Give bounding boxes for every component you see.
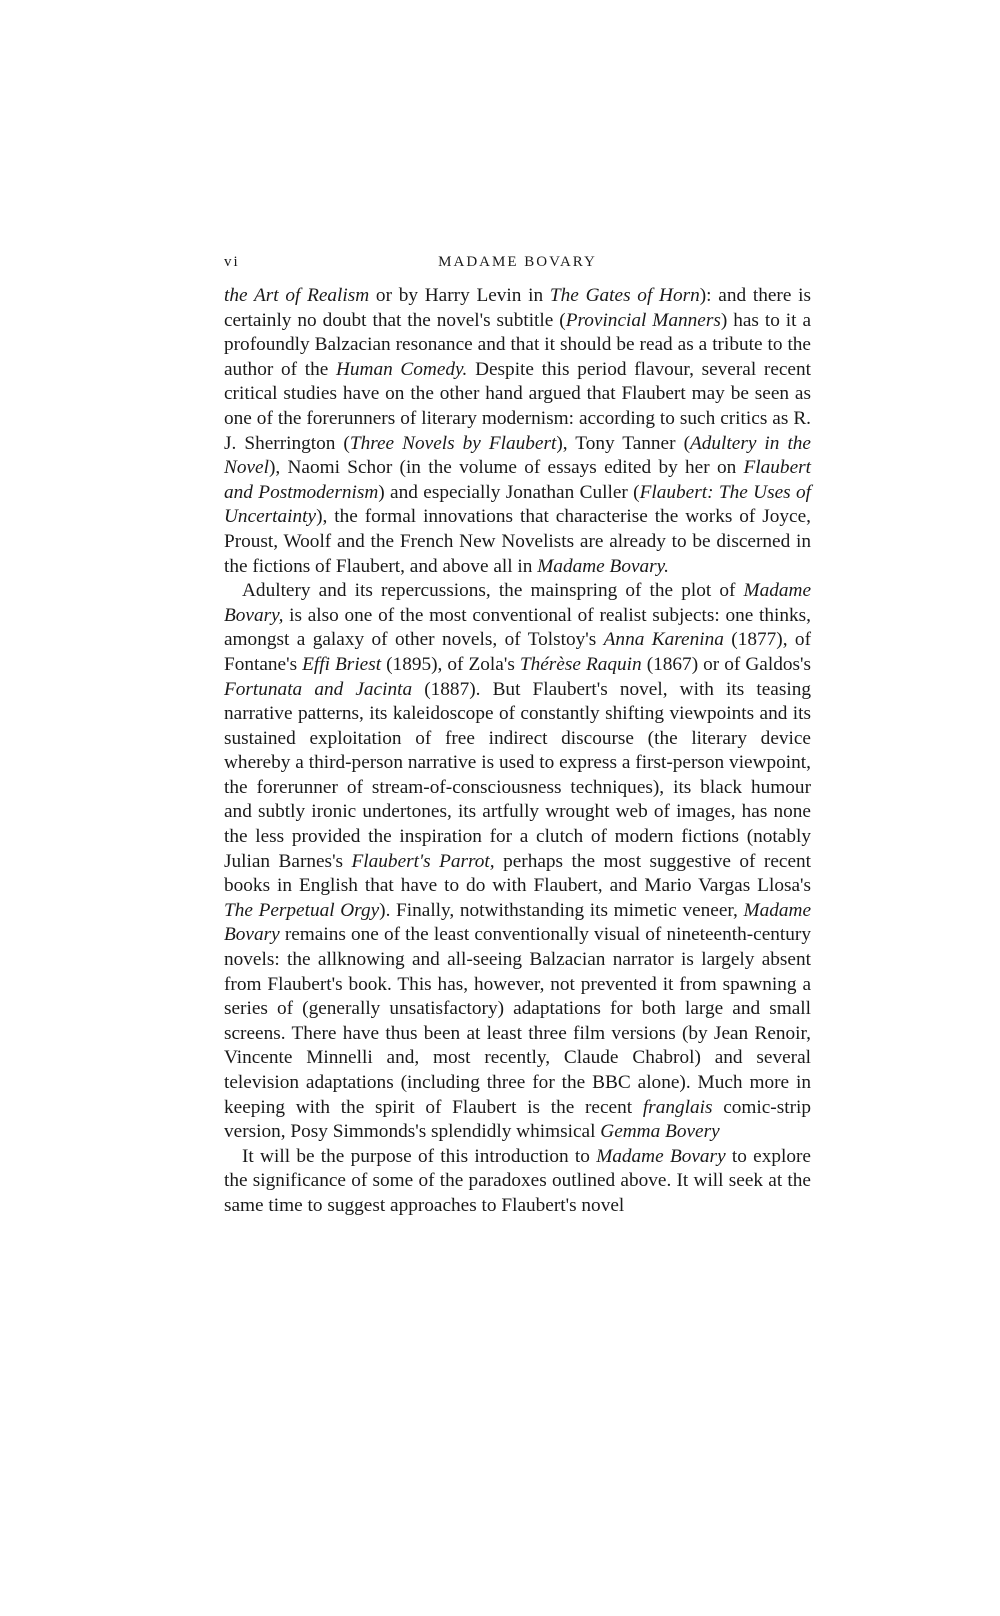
italic-text-run: Human Comedy. xyxy=(335,358,468,380)
italic-text-run: the Art of Realism xyxy=(224,285,370,306)
italic-text-run: Adultery in the Novel xyxy=(224,432,811,479)
text-run: to explore the significance of some of the paradoxes outlined above. It will seek at the same time to suggest approaches to Flaubert's novel xyxy=(224,1145,811,1216)
text-run: ), the formal innovations that characterise the works of Joyce, Proust, Woolf and the French New Novelists are already to be discerned in the fictions of Flaubert, and above all in xyxy=(224,506,811,577)
italic-text-run: Effi Briest xyxy=(302,653,382,675)
text-run: remains one of the least conventionally visual of nineteenth-century novels: the allknowing and all-seeing Balzacian narrator is largely absent from Flaubert's book. This has, however, not prevented it from spawning a series of (generally unsatisfactory) adaptations for both large and small screens. There have thus been at least three film versions (by Jean Renoir, Vincente Minnelli and, most recently, Claude Chabrol) and several television adaptations (including three for the BBC alone). Much more in keeping with the spirit of Flaubert is the recent xyxy=(224,924,811,1118)
italic-text-run: Anna Karenina xyxy=(603,629,724,651)
italic-text-run: Flaubert and Postmodernism xyxy=(224,457,811,503)
italic-text-run: Flaubert: The Uses of Uncertainty xyxy=(224,481,811,528)
body-text xyxy=(224,284,811,1219)
italic-text-run: Thérèse Raquin xyxy=(519,653,642,675)
text-run: ): and there is certainly no doubt that the novel's subtitle ( xyxy=(224,285,812,331)
text-run: (1867) or of Galdos's xyxy=(641,653,811,675)
text-run: (1895), of Zola's xyxy=(381,653,520,675)
italic-text-run: Fortunata and Jacinta xyxy=(224,678,413,700)
running-head xyxy=(224,254,811,284)
italic-text-run: Flaubert's Parrot, xyxy=(351,850,495,872)
text-run: comic-strip version, Posy Simmonds's splendidly whimsical xyxy=(224,1096,811,1143)
page-number: vi xyxy=(224,254,240,270)
italic-text-run: franglais xyxy=(642,1096,713,1118)
italic-text-run: Madame Bovary, xyxy=(224,580,811,626)
italic-text-run: Madame Bovary. xyxy=(537,555,669,577)
paragraph-3 xyxy=(224,1145,811,1219)
running-title: MADAME BOVARY xyxy=(438,254,597,270)
text-run: ), Naomi Schor (in the volume of essays edited by her on xyxy=(268,457,744,479)
text-run: or by Harry Levin in xyxy=(369,285,550,306)
text-run: (1877), of Fontane's xyxy=(224,629,811,675)
italic-text-run: The Perpetual Orgy xyxy=(224,899,380,921)
italic-text-run: Three Novels by Flaubert xyxy=(349,432,557,454)
italic-text-run: Madame Bovary xyxy=(596,1145,726,1167)
text-run: (1887). But Flaubert's novel, with its teasing narrative patterns, its kaleidoscope of constantly shifting viewpoints and its sustained exploitation of free indirect discourse (the literary device whereby a third-person narrative is used to express a first-person viewpoint, the forerunner of stream-of-consciousness techniques), its black humour and subtly ironic undertones, its artfully wrought web of images, has none the less provided the inspiration for a clutch of modern fictions (notably Julian Barnes's xyxy=(224,678,812,872)
italic-text-run: Provincial Manners xyxy=(565,309,721,331)
text-run: ) has to it a profoundly Balzacian resonance and that it should be read as a tribute to the author of the xyxy=(224,309,811,380)
text-run: perhaps the most suggestive of recent books in English that have to do with Flaubert, and Mario Vargas Llosa's xyxy=(224,850,812,897)
text-run: Adultery and its repercussions, the mainspring of the plot of xyxy=(242,580,744,602)
book-page xyxy=(224,254,811,1219)
text-run: ) and especially Jonathan Culler ( xyxy=(378,481,640,503)
text-run: is also one of the most conventional of realist subjects: one thinks, amongst a galaxy of other novels, of Tolstoy's xyxy=(224,604,811,651)
italic-text-run: Madame Bovary xyxy=(224,899,811,946)
text-run: ), Tony Tanner ( xyxy=(556,432,690,454)
italic-text-run: Gemma Bovery xyxy=(600,1121,720,1143)
text-run: It will be the purpose of this introduction to xyxy=(242,1145,597,1167)
paragraph-1 xyxy=(224,284,811,579)
paragraph-2 xyxy=(224,579,811,1145)
italic-text-run: The Gates of Horn xyxy=(549,285,700,306)
text-run: Despite this period flavour, several recent critical studies have on the other hand argued that Flaubert may be seen as one of the forerunners of literary modernism: according to such critics as R. J. Sherrington ( xyxy=(224,358,811,454)
text-run: ). Finally, notwithstanding its mimetic veneer, xyxy=(379,899,744,921)
